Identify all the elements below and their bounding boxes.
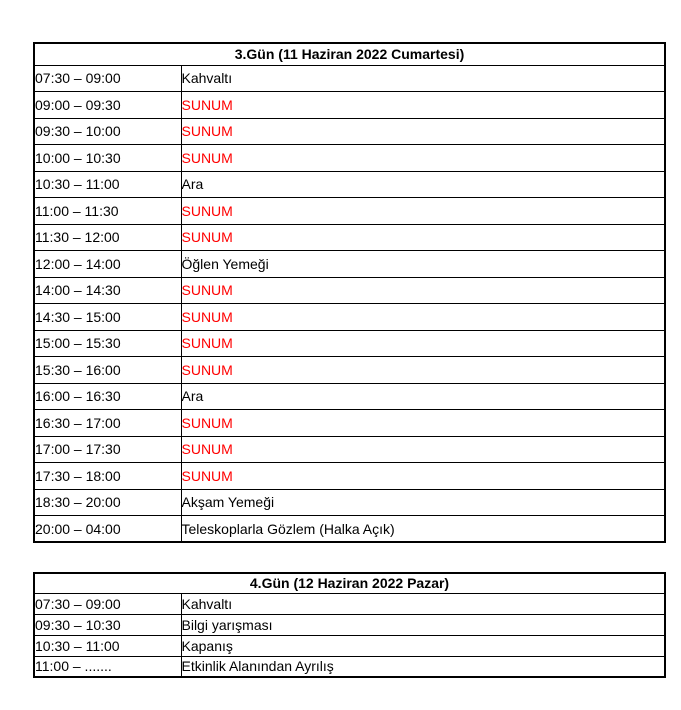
- activity-cell: SUNUM: [181, 463, 665, 490]
- day3-schedule-table: [33, 42, 666, 543]
- activity-cell: SUNUM: [181, 410, 665, 437]
- table-row: [34, 330, 665, 357]
- time-cell: 18:30 – 20:00: [34, 489, 181, 516]
- activity-cell: SUNUM: [181, 304, 665, 331]
- time-cell: 11:30 – 12:00: [34, 224, 181, 251]
- time-cell: 09:30 – 10:30: [34, 614, 181, 635]
- time-cell: 17:00 – 17:30: [34, 436, 181, 463]
- day3-table-title: 3.Gün (11 Haziran 2022 Cumartesi): [34, 43, 665, 65]
- time-cell: 12:00 – 14:00: [34, 251, 181, 278]
- time-cell: 10:00 – 10:30: [34, 145, 181, 172]
- activity-cell: SUNUM: [181, 357, 665, 384]
- activity-cell: Öğlen Yemeği: [181, 251, 665, 278]
- activity-cell: SUNUM: [181, 330, 665, 357]
- table-row: [34, 383, 665, 410]
- day4-table-title: 4.Gün (12 Haziran 2022 Pazar): [34, 573, 665, 593]
- activity-cell: SUNUM: [181, 92, 665, 119]
- time-cell: 17:30 – 18:00: [34, 463, 181, 490]
- table-header-row: [34, 43, 665, 65]
- time-cell: 16:30 – 17:00: [34, 410, 181, 437]
- time-cell: 07:30 – 09:00: [34, 593, 181, 614]
- table-row: [34, 224, 665, 251]
- activity-cell: Kapanış: [181, 635, 665, 656]
- activity-cell: Teleskoplarla Gözlem (Halka Açık): [181, 516, 665, 543]
- table-row: [34, 436, 665, 463]
- table-row: [34, 410, 665, 437]
- activity-cell: Kahvaltı: [181, 65, 665, 92]
- time-cell: 15:30 – 16:00: [34, 357, 181, 384]
- time-cell: 10:30 – 11:00: [34, 635, 181, 656]
- activity-cell: SUNUM: [181, 145, 665, 172]
- table-row: [34, 145, 665, 172]
- table-row: [34, 635, 665, 656]
- time-cell: 14:00 – 14:30: [34, 277, 181, 304]
- table-row: [34, 304, 665, 331]
- activity-cell: Akşam Yemeği: [181, 489, 665, 516]
- activity-cell: SUNUM: [181, 198, 665, 225]
- time-cell: 20:00 – 04:00: [34, 516, 181, 543]
- table-row: [34, 92, 665, 119]
- time-cell: 14:30 – 15:00: [34, 304, 181, 331]
- table-header-row: [34, 573, 665, 593]
- table-row: [34, 463, 665, 490]
- time-cell: 07:30 – 09:00: [34, 65, 181, 92]
- table-row: [34, 656, 665, 677]
- activity-cell: SUNUM: [181, 118, 665, 145]
- activity-cell: Ara: [181, 171, 665, 198]
- time-cell: 15:00 – 15:30: [34, 330, 181, 357]
- table-row: [34, 65, 665, 92]
- activity-cell: Etkinlik Alanından Ayrılış: [181, 656, 665, 677]
- table-row: [34, 614, 665, 635]
- time-cell: 09:30 – 10:00: [34, 118, 181, 145]
- time-cell: 11:00 – 11:30: [34, 198, 181, 225]
- activity-cell: Ara: [181, 383, 665, 410]
- table-row: [34, 516, 665, 543]
- table-row: [34, 171, 665, 198]
- activity-cell: Kahvaltı: [181, 593, 665, 614]
- activity-cell: Bilgi yarışması: [181, 614, 665, 635]
- time-cell: 11:00 – .......: [34, 656, 181, 677]
- activity-cell: SUNUM: [181, 224, 665, 251]
- activity-cell: SUNUM: [181, 436, 665, 463]
- activity-cell: SUNUM: [181, 277, 665, 304]
- table-row: [34, 593, 665, 614]
- time-cell: 10:30 – 11:00: [34, 171, 181, 198]
- table-row: [34, 118, 665, 145]
- day4-schedule-table: [33, 572, 666, 678]
- table-row: [34, 489, 665, 516]
- time-cell: 09:00 – 09:30: [34, 92, 181, 119]
- table-row: [34, 357, 665, 384]
- time-cell: 16:00 – 16:30: [34, 383, 181, 410]
- table-row: [34, 251, 665, 278]
- table-row: [34, 198, 665, 225]
- table-row: [34, 277, 665, 304]
